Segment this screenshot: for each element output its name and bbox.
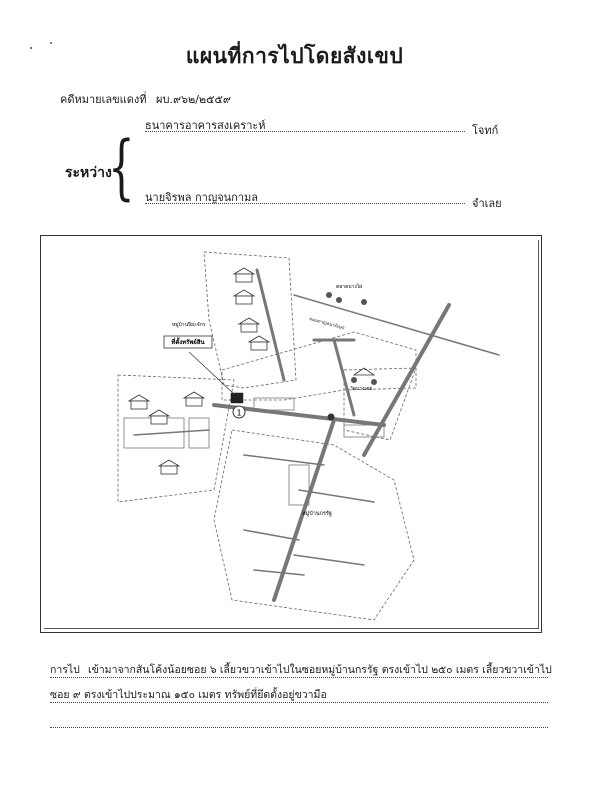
- house-icon: [159, 460, 179, 474]
- property-marker: [189, 352, 245, 418]
- temple-label: วัดบางเตย: [350, 386, 373, 392]
- tree-icon: [371, 379, 377, 385]
- soi-road-west: [134, 430, 209, 435]
- plaintiff-dotted-line: [145, 131, 465, 132]
- property-pointer: [189, 352, 234, 394]
- house-icon: [234, 268, 254, 282]
- plaintiff-name: ธนาคารอาคารสงเคราะห์: [145, 119, 266, 132]
- road-top-vertical: [257, 270, 284, 380]
- tree-icon: [336, 297, 342, 303]
- defendant-dotted-line: [145, 203, 465, 204]
- tree-icon: [351, 377, 357, 383]
- plaintiff-role: โจทก์: [472, 124, 499, 137]
- page-title: แผนที่การไปโดยสังเขป: [185, 44, 404, 68]
- between-label: ระหว่าง: [65, 165, 112, 181]
- marker-label: 1: [236, 408, 242, 418]
- tree-icon: [361, 299, 367, 305]
- temple-marker: [328, 368, 375, 421]
- property-square: [231, 393, 243, 403]
- defendant-role: จำเลย: [472, 197, 502, 210]
- house-icon: [184, 392, 204, 406]
- directions-dotted-line-2: [50, 702, 548, 703]
- case-number-value: ผบ.๙๖๒/๒๕๕๙: [156, 93, 231, 106]
- house-icons: [129, 268, 269, 474]
- road-label: ถนนกาญจนาภิเษก: [308, 317, 345, 332]
- directions-label: การไป: [50, 664, 80, 676]
- directions-line-1: เข้ามาจากสันโค้งน้อยซอย ๖ เลี้ยวขวาเข้าไปในซอยหมู่บ้านกรรัฐ ตรงเข้าไป ๒๕๐ เมตร เลี้ยวขวาเข้าไป: [88, 664, 552, 676]
- brace-icon: {: [108, 126, 135, 208]
- location-pin-icon: [328, 414, 335, 421]
- house-icon: [234, 290, 254, 304]
- house-icon: [149, 410, 169, 424]
- zone-village-main: [214, 430, 414, 620]
- location-map: [44, 240, 538, 628]
- case-number-row: [60, 90, 231, 108]
- village-top-label: หมู่บ้านปิยะจักร: [172, 322, 206, 328]
- tree-icon: [326, 292, 332, 298]
- soi-road-2: [244, 530, 299, 540]
- house-icon: [249, 336, 269, 350]
- directions-dotted-line-1: [50, 677, 548, 678]
- village-main-label: หมู่บ้านกรรัฐ: [302, 511, 332, 517]
- zone-west: [118, 375, 234, 502]
- defendant-name: นายจิรพล กาญจนกามล: [145, 191, 258, 204]
- landmark-label: ตลาดบางไผ่: [336, 284, 363, 290]
- soi-road-5: [294, 555, 364, 565]
- soi-road-1: [244, 455, 324, 465]
- case-number-label: คดีหมายเลขแดงที่: [60, 93, 147, 106]
- directions-line-2: ซอย ๙ ตรงเข้าไปประมาณ ๑๕๐ เมตร ทรัพย์ที่ยึดตั้งอยู่ขวามือ: [50, 689, 327, 701]
- plot-block-b: [189, 418, 209, 448]
- soi-road-3: [254, 570, 304, 575]
- directions-dotted-line-3: [50, 727, 548, 728]
- house-icon: [129, 395, 149, 409]
- property-label: ที่ตั้งทรัพย์สิน: [171, 339, 205, 346]
- house-icon: [239, 318, 259, 332]
